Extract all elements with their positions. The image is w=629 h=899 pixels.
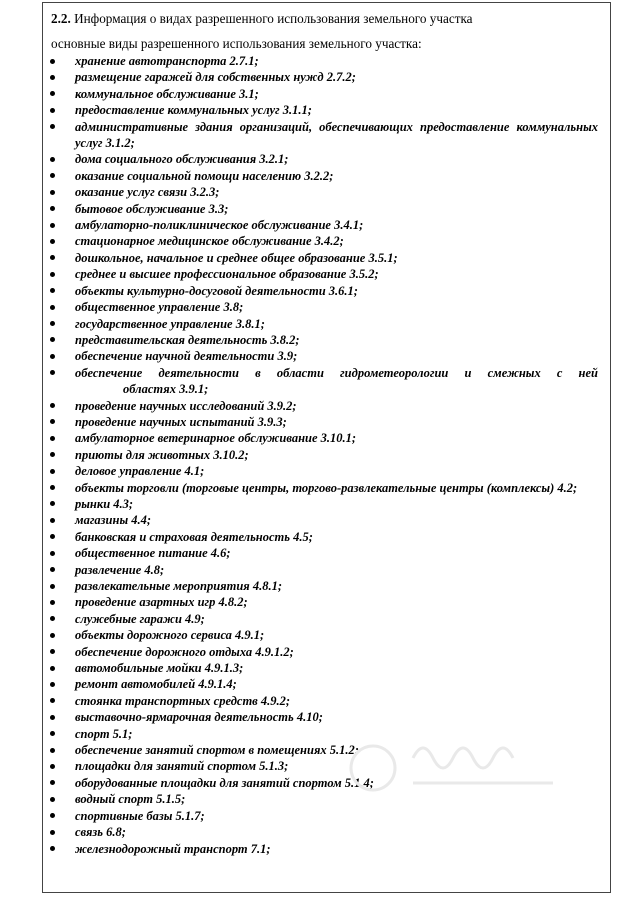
bullet-icon — [50, 255, 55, 260]
bullet-icon — [50, 846, 55, 851]
bullet-icon — [50, 501, 55, 506]
list-item-text: проведение научных исследований 3.9.2; — [75, 398, 297, 413]
bullet-icon — [50, 567, 55, 572]
list-item — [43, 578, 610, 594]
list-item-text: обеспечение научной деятельности 3.9; — [75, 349, 298, 364]
list-item — [43, 644, 610, 660]
list-item-text: размещение гаражей для собственных нужд 2.7.2; — [75, 70, 356, 85]
list-item-text: административные здания организаций, обеспечивающих предоставление коммунальных услуг 3.1.2; — [75, 119, 598, 151]
list-item — [43, 627, 610, 643]
list-item-text: деловое управление 4.1; — [75, 464, 205, 479]
list-item — [43, 660, 610, 676]
list-item — [43, 283, 610, 299]
list-item-text: связь 6.8; — [75, 825, 126, 840]
list-item — [43, 119, 610, 152]
bullet-icon — [50, 305, 55, 310]
list-item-text: общественное управление 3.8; — [75, 300, 244, 315]
bullet-icon — [50, 190, 55, 195]
bullet-icon — [50, 436, 55, 441]
bullet-icon — [50, 223, 55, 228]
list-item-text: дошкольное, начальное и среднее общее образование 3.5.1; — [75, 250, 398, 265]
list-item-text: амбулаторное ветеринарное обслуживание 3.10.1; — [75, 431, 357, 446]
bullet-icon — [50, 354, 55, 359]
list-item-text: стоянка транспортных средств 4.9.2; — [75, 693, 291, 708]
list-item-text: среднее и высшее профессиональное образование 3.5.2; — [75, 267, 379, 282]
bullet-icon — [50, 288, 55, 293]
bullet-icon — [50, 748, 55, 753]
bullet-icon — [50, 337, 55, 342]
list-item-text: рынки 4.3; — [75, 496, 134, 511]
list-item-text: государственное управление 3.8.1; — [75, 316, 265, 331]
bullet-icon — [50, 764, 55, 769]
list-item — [43, 808, 610, 824]
list-item — [43, 332, 610, 348]
list-item — [43, 611, 610, 627]
list-item — [43, 299, 610, 315]
bullet-icon — [50, 584, 55, 589]
list-item-text: автомобильные мойки 4.9.1.3; — [75, 661, 244, 676]
section-heading — [51, 11, 473, 27]
list-item — [43, 447, 610, 463]
list-item — [43, 512, 610, 528]
list-item — [43, 201, 610, 217]
list-item — [43, 250, 610, 266]
list-item-text: площадки для занятий спортом 5.1.3; — [75, 759, 289, 774]
bullet-icon — [50, 206, 55, 211]
list-item-text: спортивные базы 5.1.7; — [75, 808, 205, 823]
list-item — [43, 430, 610, 446]
list-item-text: развлекательные мероприятия 4.8.1; — [75, 579, 283, 593]
bullet-icon — [50, 518, 55, 523]
section-title: Информация о видах разрешенного использования земельного участка — [74, 11, 473, 26]
list-item-text: банковская и страховая деятельность 4.5; — [75, 529, 313, 544]
bullet-icon — [50, 157, 55, 162]
list-item-text: предоставление коммунальных услуг 3.1.1; — [75, 103, 312, 118]
bullet-icon — [50, 731, 55, 736]
list-item — [43, 709, 610, 725]
list-item — [43, 841, 610, 857]
bullet-icon — [50, 715, 55, 720]
bullet-icon — [50, 321, 55, 326]
bullet-icon — [50, 239, 55, 244]
list-item — [43, 529, 610, 545]
list-item — [43, 168, 610, 184]
list-item — [43, 365, 610, 398]
list-item-text: проведение научных испытаний 3.9.3; — [75, 414, 287, 429]
bullet-icon — [50, 173, 55, 178]
list-item-text: оказание услуг связи 3.2.3; — [75, 185, 220, 200]
list-item — [43, 545, 610, 561]
bullet-icon — [50, 370, 55, 375]
bullet-icon — [50, 124, 55, 129]
list-item-text: оборудованные площадки для занятий спортом 5.1.4; — [75, 775, 374, 790]
list-item-text: проведение азартных игр 4.8.2; — [75, 595, 248, 610]
bullet-icon — [50, 419, 55, 424]
list-item — [43, 480, 610, 496]
list-item — [43, 758, 610, 774]
section-number: 2.2. — [51, 11, 71, 26]
list-item-text: железнодорожный транспорт 7.1; — [75, 841, 271, 856]
bullet-icon — [50, 551, 55, 556]
list-item — [43, 824, 610, 840]
list-item-text: выставочно-ярмарочная деятельность 4.10; — [75, 710, 323, 725]
bullet-icon — [50, 91, 55, 96]
list-item — [43, 775, 610, 791]
list-item-text: объекты дорожного сервиса 4.9.1; — [75, 628, 265, 643]
list-item-text: обеспечение занятий спортом в помещениях 5.1.2; — [75, 743, 359, 758]
list-item — [43, 233, 610, 249]
list-item — [43, 594, 610, 610]
bullet-icon — [50, 633, 55, 638]
list-item-text: развлечение 4.8; — [75, 562, 165, 577]
list-item-text-line1: обеспечение деятельности в области гидрометеорологии и смежных с ней — [75, 365, 598, 380]
list-item-text: объекты культурно-досуговой деятельности 3.6.1; — [75, 283, 358, 298]
bullet-icon — [50, 108, 55, 113]
list-item — [43, 726, 610, 742]
list-item-text: оказание социальной помощи населению 3.2.2; — [75, 168, 334, 183]
list-item-text-line2: областях 3.9.1; — [123, 382, 209, 397]
bullet-icon — [50, 666, 55, 671]
list-item — [43, 102, 610, 118]
list-item — [43, 86, 610, 102]
list-item — [43, 69, 610, 85]
bullet-icon — [50, 534, 55, 539]
bullet-icon — [50, 780, 55, 785]
list-item-text: хранение автотранспорта 2.7.1; — [75, 54, 259, 68]
list-item-text: магазины 4.4; — [75, 513, 152, 528]
list-item-text: служебные гаражи 4.9; — [75, 611, 205, 626]
bullet-icon — [50, 682, 55, 687]
list-item — [43, 414, 610, 430]
list-item — [43, 53, 610, 69]
bullet-icon — [50, 649, 55, 654]
list-item-text: стационарное медицинское обслуживание 3.4.2; — [75, 234, 344, 249]
bullet-icon — [50, 698, 55, 703]
list-item — [43, 316, 610, 332]
list-item-text: коммунальное обслуживание 3.1; — [75, 86, 259, 101]
list-item — [43, 398, 610, 414]
list-item-text: амбулаторно-поликлиническое обслуживание 3.4.1; — [75, 218, 364, 233]
bullet-icon — [50, 403, 55, 408]
list-item — [43, 676, 610, 692]
bullet-icon — [50, 59, 55, 64]
bullet-icon — [50, 830, 55, 835]
list-item — [43, 266, 610, 282]
list-item-text: объекты торговли (торговые центры, торгово-развлекательные центры (комплексы) 4.2; — [75, 480, 578, 495]
list-item-text: водный спорт 5.1.5; — [75, 792, 186, 807]
list-item-text: спорт 5.1; — [75, 726, 133, 741]
bullet-icon — [50, 600, 55, 605]
list-item-text: приюты для животных 3.10.2; — [75, 447, 249, 462]
list-item-text: представительская деятельность 3.8.2; — [75, 332, 300, 347]
list-item-text: дома социального обслуживания 3.2.1; — [75, 152, 289, 167]
bullet-icon — [50, 485, 55, 490]
bullet-icon — [50, 813, 55, 818]
bullet-icon — [50, 75, 55, 80]
bullet-icon — [50, 616, 55, 621]
bullet-icon — [50, 469, 55, 474]
permitted-uses-list — [43, 53, 610, 857]
list-item — [43, 184, 610, 200]
list-item-text: общественное питание 4.6; — [75, 546, 231, 561]
list-item-text: ремонт автомобилей 4.9.1.4; — [75, 677, 237, 692]
list-item — [43, 348, 610, 364]
list-item — [43, 496, 610, 512]
list-item-text: обеспечение дорожного отдыха 4.9.1.2; — [75, 644, 294, 659]
list-item — [43, 742, 610, 758]
list-item — [43, 151, 610, 167]
list-item — [43, 791, 610, 807]
document-frame — [42, 2, 611, 893]
list-item — [43, 217, 610, 233]
list-item-text: бытовое обслуживание 3.3; — [75, 201, 229, 216]
bullet-icon — [50, 272, 55, 277]
bullet-icon — [50, 452, 55, 457]
list-item — [43, 562, 610, 578]
list-item — [43, 463, 610, 479]
section-subtitle: основные виды разрешенного использования земельного участка: — [51, 36, 422, 51]
bullet-icon — [50, 797, 55, 802]
list-item — [43, 693, 610, 709]
